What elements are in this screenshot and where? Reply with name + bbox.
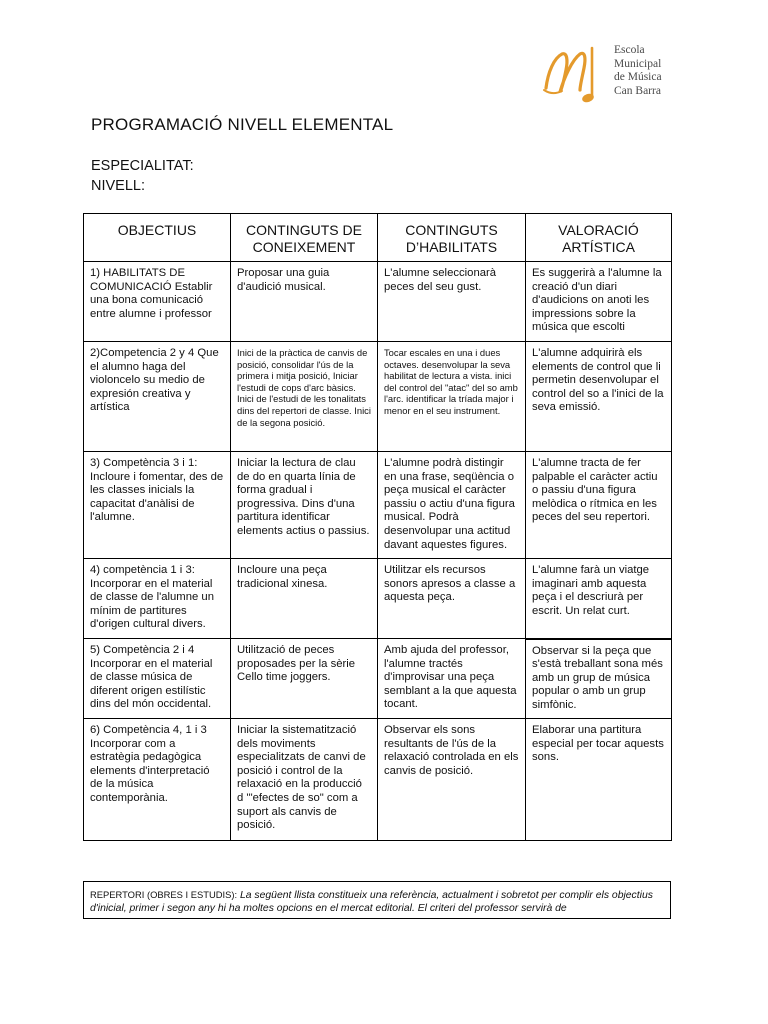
cell-coneixement: Inici de la pràctica de canvis de posició, consolidar l'ús de la primera i mitja posició, Iniciar l'estudi de cops d'arc bàsics. Inici de l'estudi de les tonalitats dins del repertori de classe. Inici de la segona posició. (231, 342, 378, 452)
especialitat-label: ESPECIALITAT: (91, 158, 194, 174)
cell-habilitats: Tocar escales en una i dues octaves. desenvolupar la seva habilitat de lectura a vista. inici del control del "atac" del so amb l'arc. identificar la tríada major i menor en el seu instrument. (378, 342, 526, 452)
header-habilitats: CONTINGUTS D’HABILITATS (378, 214, 526, 262)
table-row (84, 452, 672, 559)
logo-text (614, 44, 662, 98)
cell-habilitats: Utilitzar els recursos sonors apresos a classe a aquesta peça. (378, 559, 526, 639)
cell-coneixement: Utilització de peces proposades per la sèrie Cello time joggers. (231, 639, 378, 719)
repertori-label: REPERTORI (OBRES I ESTUDIS): (90, 889, 238, 900)
cell-valoracio: L'alumne tracta de fer palpable el caràcter actiu o passiu d'una figura melòdica o rítmica en les peces del seu repertori. (526, 452, 672, 559)
cell-objectius: 5) Competència 2 i 4 Incorporar en el material de classe música de diferent origen estilístic dins del món occidental. (84, 639, 231, 719)
table-row (84, 639, 672, 719)
document-title: PROGRAMACIÓ NIVELL ELEMENTAL (91, 115, 394, 134)
repertori-text: La següent llista constitueix una referència, actualment i sobretot per complir els objectius d'inicial, primer i segon any hi ha moltes opcions en el mercat editorial. El criteri del professor servirà de (90, 890, 653, 914)
cell-coneixement: Iniciar la sistematització dels moviments especialitzats de canvi de posició i control de la relaxació en la producció d '"efectes de so" com a suport als canvis de posició. (231, 719, 378, 841)
table-row (84, 719, 672, 841)
cell-habilitats: L'alumne seleccionarà peces del seu gust. (378, 262, 526, 342)
music-note-logo-icon (540, 44, 610, 108)
cell-habilitats: Amb ajuda del professor, l'alumne tractés d'improvisar una peça semblant a la que aquesta tocant. (378, 639, 526, 719)
cell-coneixement: Incloure una peça tradicional xinesa. (231, 559, 378, 639)
header-coneixement: CONTINGUTS DE CONEIXEMENT (231, 214, 378, 262)
table-header-row (84, 214, 672, 262)
logo-line: Can Barra (614, 84, 661, 97)
repertori-box (83, 881, 671, 919)
cell-objectius: 1) HABILITATS DE COMUNICACIÓ Establir una bona comunicació entre alumne i professor (84, 262, 231, 342)
cell-habilitats: Observar els sons resultants de l'ús de la relaxació controlada en els canvis de posició. (378, 719, 526, 841)
cell-coneixement: Proposar una guia d'audició musical. (231, 262, 378, 342)
cell-valoracio: Es suggerirà a l'alumne la creació d'un diari d'audicions on anoti les impressions sobre la música que escolti (526, 262, 672, 342)
header-objectius: OBJECTIUS (84, 214, 231, 262)
cell-valoracio: L'alumne farà un viatge imaginari amb aquesta peça i el descriurà per escrit. Un relat curt. (526, 559, 672, 639)
cell-objectius: 6) Competència 4, 1 i 3 Incorporar com a estratègia pedagògica elements d'interpretació de la música contemporània. (84, 719, 231, 841)
program-table (83, 213, 672, 841)
cell-valoracio: L'alumne adquirirà els elements de control que li permetin desenvolupar el control del so a l'inici de la seva emissió. (526, 342, 672, 452)
nivell-label: NIVELL: (91, 178, 145, 194)
logo-line: Escola (614, 44, 645, 56)
cell-objectius: 3) Competència 3 i 1: Incloure i fomentar, des de les classes inicials la capacitat d'anàlisi de l'alumne. (84, 452, 231, 559)
cell-coneixement: Iniciar la lectura de clau de do en quarta línia de forma gradual i progressiva. Dins d'una partitura identificar elements actius o passius. (231, 452, 378, 559)
table-row (84, 342, 672, 452)
logo-line: de Música (614, 71, 662, 83)
header-valoracio: VALORACIÓ ARTÍSTICA (526, 214, 672, 262)
table-row (84, 262, 672, 342)
cell-valoracio: Elaborar una partitura especial per tocar aquests sons. (526, 719, 672, 841)
table-row (84, 559, 672, 639)
school-logo (540, 40, 690, 112)
meta-block (91, 156, 194, 196)
cell-objectius: 4) competència 1 i 3: Incorporar en el material de classe de l'alumne un mínim de partitures d'origen cultural divers. (84, 559, 231, 639)
cell-habilitats: L'alumne podrà distingir en una frase, seqüència o peça musical el caràcter passiu o actiu d'una figura musical. Podrà desenvolupar una actitud davant aquestes figures. (378, 452, 526, 559)
cell-valoracio: Observar si la peça que s'està treballant sona més amb un grup de música popular o amb un grup simfònic. (526, 639, 672, 719)
logo-line: Municipal (614, 57, 662, 70)
cell-objectius: 2)Competencia 2 y 4 Que el alumno haga del violoncelo su medio de expresión creativa y artística (84, 342, 231, 452)
